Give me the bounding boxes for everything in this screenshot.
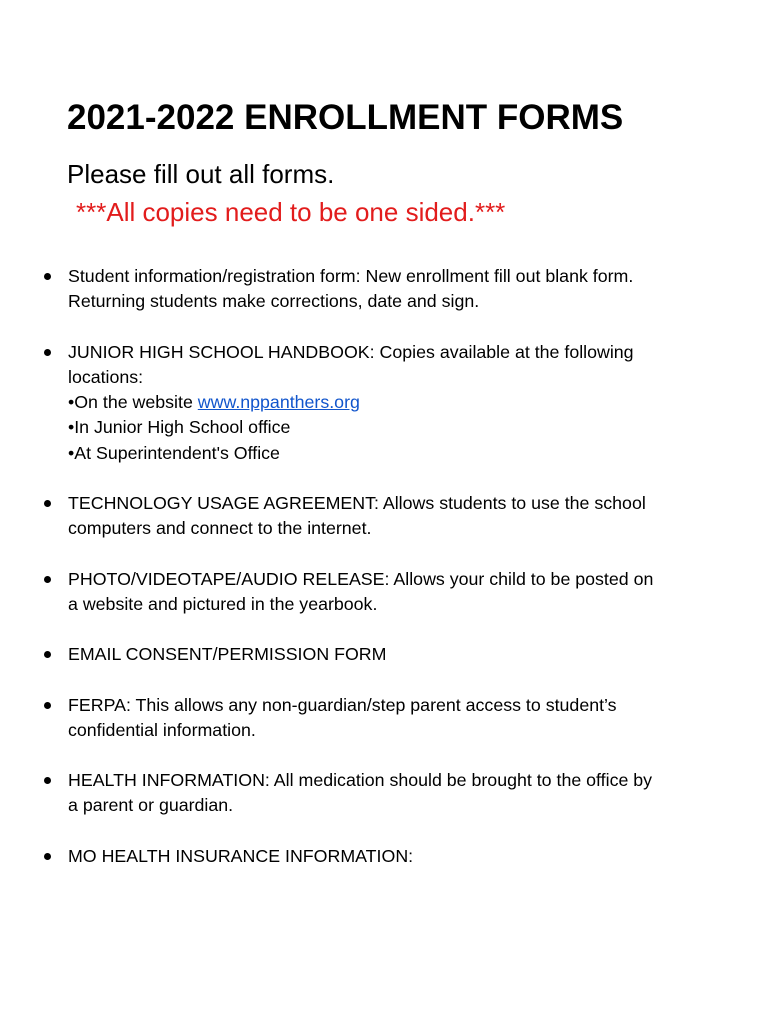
bullet-icon xyxy=(44,349,51,356)
website-location-line xyxy=(68,390,742,415)
bullet-icon xyxy=(44,500,51,507)
list-item-technology-agreement xyxy=(0,491,770,542)
item-text-line: locations: xyxy=(68,366,144,387)
item-text-line: a website and pictured in the yearbook. xyxy=(68,593,378,614)
superintendent-location-line: •At Superintendent's Office xyxy=(68,442,280,463)
bullet-icon xyxy=(44,777,51,784)
item-text-line: FERPA: This allows any non-guardian/step parent access to student’s xyxy=(68,694,617,715)
list-item-mo-health-insurance xyxy=(0,844,770,869)
website-prefix: •On the website xyxy=(68,392,198,413)
bullet-icon xyxy=(44,853,51,860)
bullet-icon xyxy=(44,651,51,658)
item-text-line: EMAIL CONSENT/PERMISSION FORM xyxy=(68,644,387,665)
item-text-line: Student information/registration form: New enrollment fill out blank form. xyxy=(68,266,634,286)
item-text-line: a parent or guardian. xyxy=(68,795,234,816)
bullet-icon xyxy=(44,273,51,280)
forms-list xyxy=(0,264,770,894)
list-item-student-information xyxy=(0,264,770,315)
school-website-link[interactable]: www.nppanthers.org xyxy=(197,392,360,413)
item-text-line: JUNIOR HIGH SCHOOL HANDBOOK: Copies available at the following xyxy=(68,341,634,362)
item-text-line: HEALTH INFORMATION: All medication should be brought to the office by xyxy=(68,770,653,791)
item-text-line: PHOTO/VIDEOTAPE/AUDIO RELEASE: Allows your child to be posted on xyxy=(68,568,654,589)
list-item-ferpa xyxy=(0,693,770,744)
bullet-icon xyxy=(44,702,51,709)
item-text-line: confidential information. xyxy=(68,719,256,740)
list-item-media-release xyxy=(0,567,770,618)
bullet-icon xyxy=(44,576,51,583)
list-item-handbook xyxy=(0,340,770,466)
list-item-health-information xyxy=(0,768,770,819)
item-text-line: MO HEALTH INSURANCE INFORMATION: xyxy=(68,845,414,866)
item-text-line: TECHNOLOGY USAGE AGREEMENT: Allows students to use the school xyxy=(68,493,646,514)
office-location-line: •In Junior High School office xyxy=(68,417,291,438)
item-text-line: computers and connect to the internet. xyxy=(68,518,372,539)
page-title: 2021-2022 ENROLLMENT FORMS xyxy=(67,98,624,137)
list-item-email-consent xyxy=(0,642,770,667)
instructions-text: Please fill out all forms. xyxy=(67,159,335,189)
item-text-line: Returning students make corrections, date and sign. xyxy=(68,291,480,312)
one-sided-warning: ***All copies need to be one sided.*** xyxy=(76,197,506,227)
